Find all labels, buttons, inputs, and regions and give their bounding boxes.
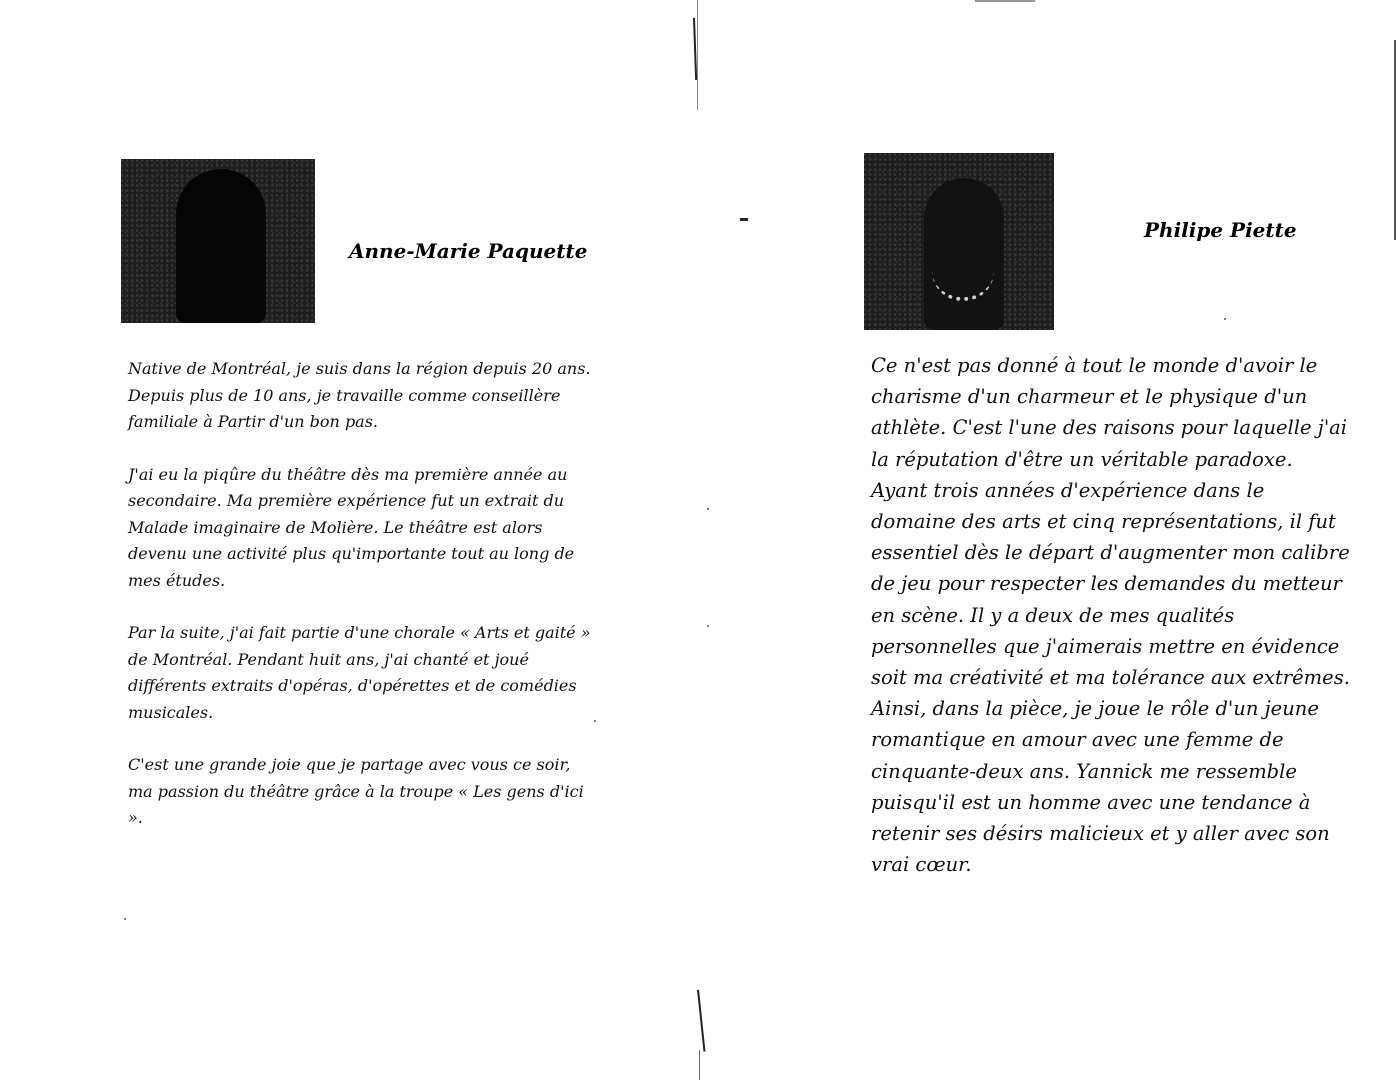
bio-paragraph: Par la suite, j'ai fait partie d'une chorale « Arts et gaité » de Montréal. Pendant huit ans, j'ai chanté et joué différents extraits d'opéras, d'opérettes et de comédies musicales. [128,623,591,722]
portrait-silhouette [176,169,266,323]
performer-bio [128,356,598,858]
bio-paragraph: Ce n'est pas donné à tout le monde d'avoir le charisme d'un charmeur et le physique d'un athlète. C'est l'une des raisons pour laquelle j'ai la réputation d'être un véritable paradoxe. Ayant trois années d'expérience dans le domaine des arts et cinq représentations, il fut essentiel dès le départ d'augmenter mon calibre de jeu pour respecter les demandes du metteur en scène. Il y a deux de mes qualités personnelles que j'aimerais mettre en évidence soit ma créativité et ma tolérance aux extrêmes. Ainsi, dans la pièce, je joue le rôle d'un jeune romantique en amour avec une femme de cinquante-deux ans. Yannick me ressemble puisqu'il est un homme avec une tendance à retenir ses désirs malicieux et y aller avec son vrai cœur. [871,354,1350,877]
portrait-photo-anne-marie [121,159,315,323]
performer-bio [871,350,1351,880]
portrait-photo-philipe [864,153,1054,330]
performer-name: Anne-Marie Paquette [349,239,588,263]
portrait-silhouette [924,178,1004,330]
bio-paragraph: J'ai eu la piqûre du théâtre dès ma première année au secondaire. Ma première expérience fut un extrait du Malade imaginaire de Molière. Le théâtre est alors devenu une activité plus qu'importante tout au long de mes études. [128,464,575,590]
bio-paragraph: C'est une grande joie que je partage avec vous ce soir, ma passion du théâtre grâce à la troupe « Les gens d'ici ». [128,755,584,827]
bio-paragraph: Native de Montréal, je suis dans la région depuis 20 ans. Depuis plus de 10 ans, je travaille comme conseillère familiale à Partir d'un bon pas. [128,359,591,431]
performer-name: Philipe Piette [1144,218,1297,242]
